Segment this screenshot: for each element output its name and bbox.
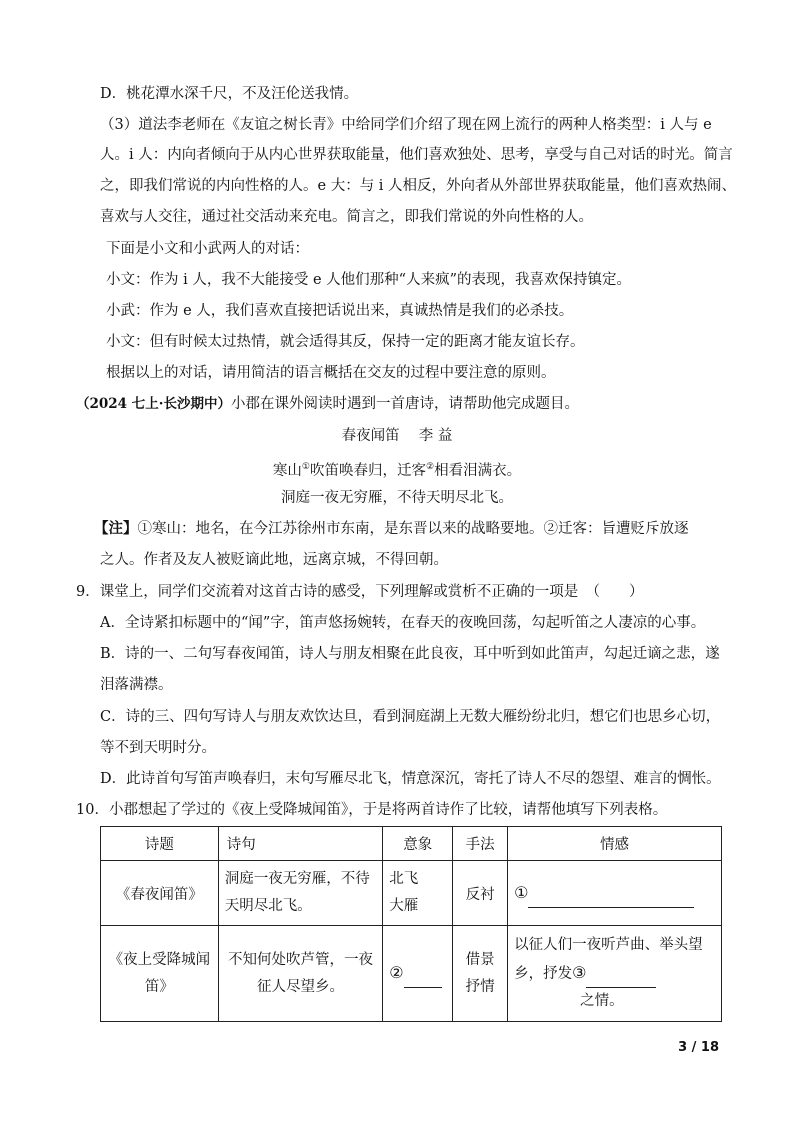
question-10-stem: 10．小郡想起了学过的《夜上受降城闻笛》，于是将两首诗作了比较，请帮他填写下列表格。 (76, 802, 668, 818)
page-number: 3 / 18 (678, 1040, 719, 1055)
question-9-option-c-line-2: 等不到天明时分。 (100, 740, 216, 756)
row1-imagery: 北飞 大雁 (383, 861, 453, 926)
answer-blank-3[interactable]: 乡，抒发③ (508, 959, 721, 988)
row2-emotion: 以征人们一夜听芦曲、举头望 乡，抒发③ 之情。 (508, 926, 722, 1022)
table-header-row (101, 827, 722, 861)
header-emotion: 情感 (508, 827, 722, 861)
question-9-option-d: D．此诗首句写笛声唤春归，末句写雁尽北飞，情意深沉，寄托了诗人不尽的怨望、难言的惆怅。 (100, 771, 721, 787)
annotation-line-2: 之人。作者及友人被贬谪此地，远离京城，不得回朝。 (100, 552, 448, 568)
header-verse: 诗句 (218, 827, 383, 861)
poem-title: 春夜闻笛 李 益 (341, 428, 453, 444)
source-text: 小郡在课外阅读时遇到一首唐诗，请帮助他完成题目。 (230, 396, 579, 412)
source-tag: （2024 七上·长沙期中） (76, 396, 231, 412)
header-poem-title: 诗题 (101, 827, 219, 861)
question-9-stem: 9．课堂上，同学们交流着对这首古诗的感受，下列理解或赏析不正确的一项是 （ ） (76, 584, 644, 600)
question-9-option-b-line-2: 泪落满襟。 (100, 677, 173, 693)
dialog-task: 根据以上的对话，请用简洁的语言概括在交友的过程中要注意的原则。 (106, 365, 556, 381)
dialog-line-xiaowen-2: 小文：但有时候太过热情，就会适得其反，保持一定的距离才能友谊长存。 (106, 334, 585, 350)
paragraph-3-line-1: （3）道法李老师在《友谊之树长青》中给同学们介绍了现在网上流行的两种人格类型：i 人与 e (100, 117, 712, 133)
annotation-line-1: 【注】①寒山：地名，在今江苏徐州市东南，是东晋以来的战略要地。②迁客：旨遭贬斥放逐 (94, 520, 689, 537)
poem-comparison-table (100, 826, 722, 1022)
annotation-tag: 【注】 (94, 520, 138, 537)
row1-title: 《春夜闻笛》 (101, 861, 219, 926)
paragraph-3-line-4: 喜欢与人交往，通过社交活动来充电。简言之，即我们常说的外向性格的人。 (100, 209, 593, 225)
paragraph-3-line-3: 之，即我们常说的内向性格的人。e 大：与 i 人相反，外向者从外部世界获取能量，他们喜欢热闹、 (100, 178, 737, 194)
row1-emotion (508, 861, 722, 926)
note-marker-1: ① (301, 462, 310, 472)
header-technique: 手法 (453, 827, 508, 861)
question-9-option-a: A．全诗紧扣标题中的“闻”字，笛声悠扬婉转，在春天的夜晚回荡，勾起听笛之人凄凉的心事。 (100, 615, 706, 631)
question-9-option-b-line-1: B．诗的一、二句写春夜闻笛，诗人与朋友相聚在此良夜，耳中听到如此笛声，勾起迁谪之悲，遂 (100, 646, 720, 662)
paragraph-3-line-2: 人。i 人：内向者倾向于从内心世界获取能量，他们喜欢独处、思考，享受与自己对话的时光。简言 (100, 147, 733, 163)
row2-title: 《夜上受降城闻 笛》 (101, 926, 219, 1022)
row2-verse: 不知何处吹芦管，一夜 征人尽望乡。 (218, 926, 383, 1022)
row1-verse: 洞庭一夜无穷雁，不待 天明尽北飞。 (218, 861, 383, 926)
dialog-intro: 下面是小文和小武两人的对话： (106, 241, 309, 257)
row1-technique: 反衬 (453, 861, 508, 926)
question-9-option-c-line-1: C．诗的三、四句写诗人与朋友欢饮达旦，看到洞庭湖上无数大雁纷纷北归，想它们也思乡心切， (100, 709, 721, 725)
answer-blank-2[interactable]: ② (383, 959, 452, 988)
table-row (101, 926, 722, 1022)
dialog-line-xiaowen-1: 小文：作为 i 人，我不大能接受 e 人他们那种“人来疯”的表现，我喜欢保持镇定。 (106, 272, 631, 288)
table-row (101, 861, 722, 926)
row2-technique: 借景 抒情 (453, 926, 508, 1022)
answer-blank-1[interactable]: ① (508, 879, 721, 908)
poem-line-1: 寒山①吹笛唤春归，迁客②相看泪满衣。 (272, 462, 522, 479)
question-source (76, 395, 579, 413)
dialog-line-xiaowu: 小武：作为 e 人，我们喜欢直接把话说出来，真诚热情是我们的必杀技。 (106, 303, 574, 319)
note-marker-2: ② (426, 462, 435, 472)
header-imagery: 意象 (383, 827, 453, 861)
poem-line-2: 洞庭一夜无穷雁，不待天明尽北飞。 (281, 490, 513, 506)
row2-imagery (383, 926, 453, 1022)
option-d-peach-blossom: D．桃花潭水深千尺，不及汪伦送我情。 (100, 86, 359, 102)
